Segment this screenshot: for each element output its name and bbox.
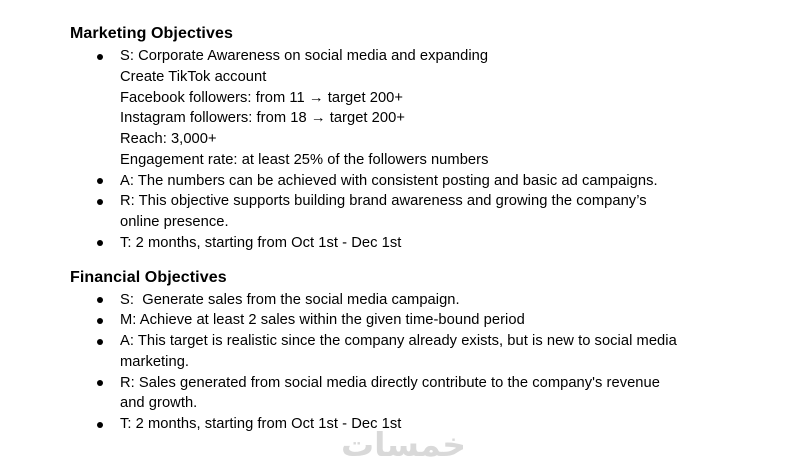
bullet-icon (97, 178, 103, 184)
list-item-line: T: 2 months, starting from Oct 1st - Dec 1st (120, 234, 402, 251)
list-item (70, 373, 760, 415)
list-item-line: S: Generate sales from the social media campaign. (120, 291, 460, 308)
list-item-line: R: This objective supports building brand awareness and growing the company’s (120, 193, 647, 210)
section-title-marketing: Marketing Objectives (70, 25, 233, 42)
list-item (70, 331, 760, 373)
bullet-icon (97, 339, 103, 345)
list-item-line: T: 2 months, starting from Oct 1st - Dec 1st (120, 416, 402, 432)
bullet-icon (97, 54, 103, 60)
list-item-line: Engagement rate: at least 25% of the followers numbers (120, 151, 489, 168)
khamsat-watermark: خمسات (341, 425, 467, 464)
section-title-financial: Financial Objectives (70, 268, 227, 286)
bullet-icon (97, 422, 103, 428)
list-item (70, 233, 760, 254)
list-item-line: S: Corporate Awareness on social media and expanding (120, 48, 489, 64)
list-item-line: and growth. (120, 395, 198, 412)
bullet-icon (97, 240, 103, 246)
list-item-line: R: Sales generated from social media directly contribute to the company's revenue (120, 374, 660, 391)
list-item-line: Reach: 3,000+ (120, 131, 217, 147)
list-item-line: online presence. (120, 214, 229, 230)
bullet-icon (97, 297, 103, 303)
list-item (70, 171, 760, 192)
list-item-line: Facebook followers: from 11 → target 200+ (120, 89, 404, 106)
section-marketing-objectives (70, 24, 760, 254)
list-item-line: marketing. (120, 353, 190, 370)
list-item (70, 290, 760, 311)
bullet-icon (97, 318, 103, 324)
bullet-icon (97, 199, 103, 205)
list-item (70, 191, 760, 233)
list-item-line: Create TikTok account (120, 68, 267, 85)
list-item (70, 46, 760, 171)
list-item-line: A: The numbers can be achieved with consistent posting and basic ad campaigns. (120, 172, 658, 189)
list-item (70, 310, 760, 331)
list-item-line: A: This target is realistic since the company already exists, but is new to social media (120, 333, 677, 349)
section-financial-objectives (70, 268, 760, 435)
list-item-line: Instagram followers: from 18 → target 200+ (120, 110, 405, 127)
bullet-icon (97, 380, 103, 386)
list-item-line: M: Achieve at least 2 sales within the given time-bound period (120, 312, 525, 329)
